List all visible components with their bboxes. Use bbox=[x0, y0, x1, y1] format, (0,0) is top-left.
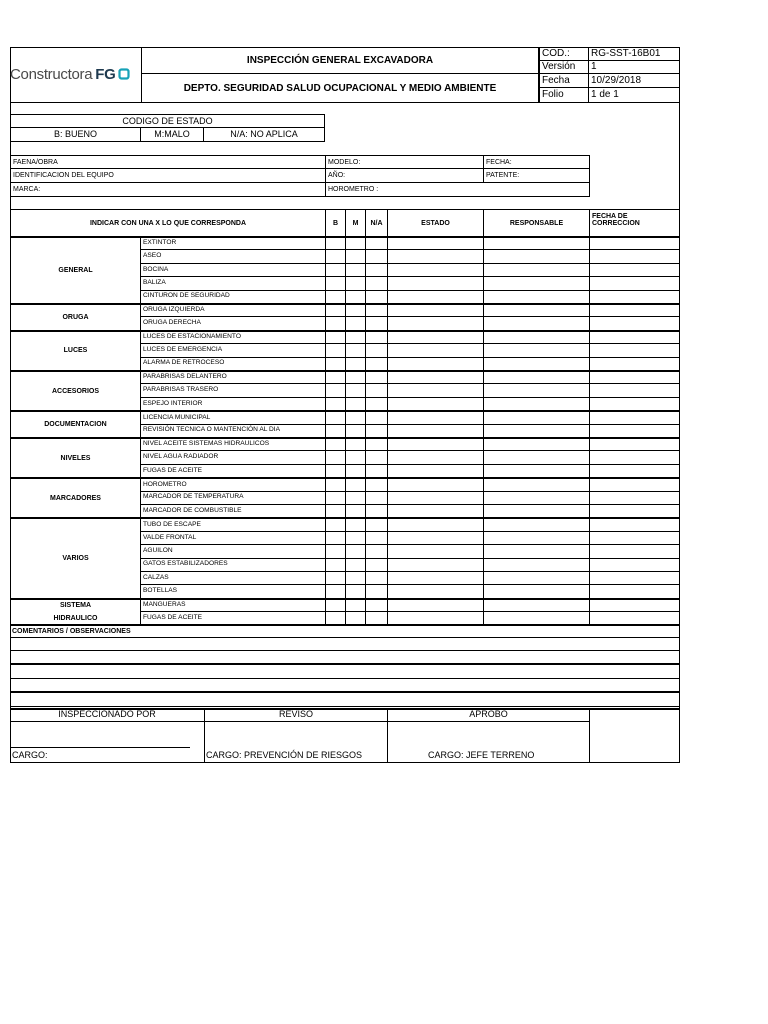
responsable-cell[interactable] bbox=[483, 584, 590, 598]
check-m[interactable] bbox=[345, 276, 366, 290]
check-b[interactable] bbox=[325, 544, 346, 558]
header-estado: ESTADO bbox=[387, 209, 484, 237]
estado-cell[interactable] bbox=[387, 424, 484, 438]
check-b[interactable] bbox=[325, 491, 346, 505]
checklist-item: ALARMA DE RETROCESO bbox=[140, 357, 326, 371]
check-b[interactable] bbox=[325, 598, 346, 612]
checklist-item: NIVEL AGUA RADIADOR bbox=[140, 450, 326, 464]
patente-field[interactable]: PATENTE: bbox=[483, 168, 590, 183]
form-title: INSPECCIÓN GENERAL EXCAVADORA bbox=[141, 47, 539, 74]
responsable-cell[interactable] bbox=[483, 410, 590, 424]
fecha-correccion-cell[interactable] bbox=[589, 504, 680, 518]
group-label bbox=[10, 598, 141, 626]
check-m[interactable] bbox=[345, 477, 366, 491]
estado-cell[interactable] bbox=[387, 343, 484, 357]
estado-cell[interactable] bbox=[387, 598, 484, 612]
responsable-cell[interactable] bbox=[483, 517, 590, 531]
check-b[interactable] bbox=[325, 249, 346, 263]
identificacion-field[interactable]: IDENTIFICACION DEL EQUIPO bbox=[10, 168, 326, 183]
estado-cell[interactable] bbox=[387, 303, 484, 317]
responsable-cell[interactable] bbox=[483, 450, 590, 464]
responsable-cell[interactable] bbox=[483, 544, 590, 558]
checklist-item: GATOS ESTABILIZADORES bbox=[140, 558, 326, 572]
comments-section bbox=[10, 624, 680, 709]
check-b[interactable] bbox=[325, 504, 346, 518]
estado-cell[interactable] bbox=[387, 531, 484, 545]
estado-cell[interactable] bbox=[387, 558, 484, 572]
cargo-inspector: CARGO: bbox=[12, 750, 48, 760]
checklist-item: MARCADOR DE TEMPERATURA bbox=[140, 491, 326, 505]
header-indicar: INDICAR CON UNA X LO QUE CORRESPONDA bbox=[10, 209, 326, 237]
check-na[interactable] bbox=[365, 383, 388, 397]
signature-line[interactable] bbox=[10, 747, 190, 748]
responsable-cell[interactable] bbox=[483, 424, 590, 438]
check-na[interactable] bbox=[365, 397, 388, 411]
meta-fecha-value: 10/29/2018 bbox=[588, 73, 680, 88]
fecha-correccion-cell[interactable] bbox=[589, 598, 680, 612]
checklist-item: REVISIÓN TECNICA O MANTENCIÓN AL DIA bbox=[140, 424, 326, 438]
estado-cell[interactable] bbox=[387, 263, 484, 277]
check-na[interactable] bbox=[365, 303, 388, 317]
header-m: M bbox=[345, 209, 366, 237]
aprobo-label: APROBO bbox=[387, 708, 590, 722]
check-b[interactable] bbox=[325, 330, 346, 344]
check-na[interactable] bbox=[365, 357, 388, 371]
responsable-cell[interactable] bbox=[483, 249, 590, 263]
check-m[interactable] bbox=[345, 558, 366, 572]
status-na: N/A: NO APLICA bbox=[203, 127, 325, 142]
fecha-correccion-cell[interactable] bbox=[589, 491, 680, 505]
check-na[interactable] bbox=[365, 236, 388, 250]
fecha-correccion-cell[interactable] bbox=[589, 249, 680, 263]
group-label: GENERAL bbox=[10, 236, 141, 304]
logo-brand: FG bbox=[95, 65, 116, 83]
comment-line[interactable] bbox=[10, 693, 680, 707]
group-label: VARIOS bbox=[10, 517, 141, 598]
checklist-item: FUGAS DE ACEITE bbox=[140, 611, 326, 625]
fecha-correccion-cell[interactable] bbox=[589, 383, 680, 397]
responsable-cell[interactable] bbox=[483, 397, 590, 411]
modelo-field[interactable]: MODELO: bbox=[325, 155, 484, 169]
check-na[interactable] bbox=[365, 558, 388, 572]
responsable-cell[interactable] bbox=[483, 236, 590, 250]
header-responsable: RESPONSABLE bbox=[483, 209, 590, 237]
checklist-item: VALDE FRONTAL bbox=[140, 531, 326, 545]
check-m[interactable] bbox=[345, 584, 366, 598]
comment-line[interactable] bbox=[10, 637, 680, 651]
check-na[interactable] bbox=[365, 343, 388, 357]
check-m[interactable] bbox=[345, 504, 366, 518]
checklist-item: PARABRISAS DELANTERO bbox=[140, 370, 326, 384]
cargo-reviso: CARGO: PREVENCIÓN DE RIESGOS bbox=[206, 750, 363, 760]
check-na[interactable] bbox=[365, 504, 388, 518]
checklist-item: BALIZA bbox=[140, 276, 326, 290]
checklist-item: FUGAS DE ACEITE bbox=[140, 464, 326, 478]
check-m[interactable] bbox=[345, 263, 366, 277]
logo-mark-icon bbox=[118, 68, 130, 80]
estado-cell[interactable] bbox=[387, 437, 484, 451]
fecha-correccion-cell[interactable] bbox=[589, 330, 680, 344]
check-m[interactable] bbox=[345, 330, 366, 344]
check-m[interactable] bbox=[345, 357, 366, 371]
responsable-cell[interactable] bbox=[483, 491, 590, 505]
check-m[interactable] bbox=[345, 397, 366, 411]
checklist-item: BOTELLAS bbox=[140, 584, 326, 598]
checklist-item: CINTURON DE SEGURIDAD bbox=[140, 290, 326, 304]
checklist-item: MARCADOR DE COMBUSTIBLE bbox=[140, 504, 326, 518]
status-code-title: CODIGO DE ESTADO bbox=[10, 114, 325, 128]
check-na[interactable] bbox=[365, 477, 388, 491]
check-na[interactable] bbox=[365, 531, 388, 545]
signature-section bbox=[10, 708, 680, 763]
estado-cell[interactable] bbox=[387, 316, 484, 330]
fecha-correccion-cell[interactable] bbox=[589, 544, 680, 558]
responsable-cell[interactable] bbox=[483, 437, 590, 451]
check-m[interactable] bbox=[345, 249, 366, 263]
responsable-cell[interactable] bbox=[483, 477, 590, 491]
check-m[interactable] bbox=[345, 464, 366, 478]
fecha-correccion-cell[interactable] bbox=[589, 450, 680, 464]
comment-line[interactable] bbox=[10, 665, 680, 679]
fecha-correccion-cell[interactable] bbox=[589, 558, 680, 572]
check-b[interactable] bbox=[325, 558, 346, 572]
check-b[interactable] bbox=[325, 437, 346, 451]
checklist-item: LUCES DE ESTACIONAMIENTO bbox=[140, 330, 326, 344]
meta-fecha-label: Fecha bbox=[539, 73, 589, 88]
checklist-item: ORUGA DERECHA bbox=[140, 316, 326, 330]
check-b[interactable] bbox=[325, 464, 346, 478]
group-label: ORUGA bbox=[10, 303, 141, 331]
group-label: LUCES bbox=[10, 330, 141, 371]
header-fecha-correccion-line2: CORRECCION bbox=[592, 220, 640, 227]
responsable-cell[interactable] bbox=[483, 598, 590, 612]
check-b[interactable] bbox=[325, 236, 346, 250]
estado-cell[interactable] bbox=[387, 383, 484, 397]
comment-line[interactable] bbox=[10, 679, 680, 693]
fecha-correccion-cell[interactable] bbox=[589, 303, 680, 317]
responsable-cell[interactable] bbox=[483, 263, 590, 277]
responsable-cell[interactable] bbox=[483, 343, 590, 357]
group-label: NIVELES bbox=[10, 437, 141, 478]
estado-cell[interactable] bbox=[387, 236, 484, 250]
comment-line[interactable] bbox=[10, 651, 680, 665]
group-label-line: HIDRAULICO bbox=[53, 615, 98, 623]
check-m[interactable] bbox=[345, 491, 366, 505]
status-bad: M:MALO bbox=[140, 127, 204, 142]
check-m[interactable] bbox=[345, 544, 366, 558]
responsable-cell[interactable] bbox=[483, 290, 590, 304]
fecha-correccion-cell[interactable] bbox=[589, 571, 680, 585]
header-na: N/A bbox=[365, 209, 388, 237]
responsable-cell[interactable] bbox=[483, 316, 590, 330]
checklist-item: ASEO bbox=[140, 249, 326, 263]
checklist-item: HOROMETRO bbox=[140, 477, 326, 491]
responsable-cell[interactable] bbox=[483, 531, 590, 545]
check-na[interactable] bbox=[365, 517, 388, 531]
marca-field[interactable]: MARCA: bbox=[10, 182, 326, 197]
check-na[interactable] bbox=[365, 544, 388, 558]
meta-version-label: Versión bbox=[539, 60, 589, 74]
group-label-line: SISTEMA bbox=[59, 602, 92, 610]
estado-cell[interactable] bbox=[387, 477, 484, 491]
check-b[interactable] bbox=[325, 290, 346, 304]
check-m[interactable] bbox=[345, 303, 366, 317]
check-m[interactable] bbox=[345, 598, 366, 612]
responsable-cell[interactable] bbox=[483, 464, 590, 478]
check-b[interactable] bbox=[325, 397, 346, 411]
group-label: DOCUMENTACION bbox=[10, 410, 141, 438]
fecha-correccion-cell[interactable] bbox=[589, 357, 680, 371]
check-b[interactable] bbox=[325, 477, 346, 491]
reviso-label: REVISO bbox=[204, 708, 388, 722]
responsable-cell[interactable] bbox=[483, 357, 590, 371]
fecha-correccion-cell[interactable] bbox=[589, 263, 680, 277]
checklist-item: BOCINA bbox=[140, 263, 326, 277]
check-na[interactable] bbox=[365, 330, 388, 344]
check-na[interactable] bbox=[365, 450, 388, 464]
fecha-correccion-cell[interactable] bbox=[589, 343, 680, 357]
meta-cod-label: COD.: bbox=[539, 47, 589, 61]
checklist-item: ORUGA IZQUIERDA bbox=[140, 303, 326, 317]
check-na[interactable] bbox=[365, 491, 388, 505]
check-na[interactable] bbox=[365, 584, 388, 598]
check-m[interactable] bbox=[345, 410, 366, 424]
checklist-item: AGUILON bbox=[140, 544, 326, 558]
check-na[interactable] bbox=[365, 290, 388, 304]
checklist-item: MANGUERAS bbox=[140, 598, 326, 612]
estado-cell[interactable] bbox=[387, 397, 484, 411]
responsable-cell[interactable] bbox=[483, 330, 590, 344]
cargo-aprobo: CARGO: JEFE TERRENO bbox=[428, 750, 535, 760]
check-m[interactable] bbox=[345, 370, 366, 384]
check-m[interactable] bbox=[345, 571, 366, 585]
responsable-cell[interactable] bbox=[483, 571, 590, 585]
fecha-correccion-cell[interactable] bbox=[589, 236, 680, 250]
fecha-correccion-cell[interactable] bbox=[589, 316, 680, 330]
check-m[interactable] bbox=[345, 437, 366, 451]
responsable-cell[interactable] bbox=[483, 370, 590, 384]
horometro-field[interactable]: HOROMETRO : bbox=[325, 182, 590, 197]
checklist-item: PARABRISAS TRASERO bbox=[140, 383, 326, 397]
estado-cell[interactable] bbox=[387, 544, 484, 558]
responsable-cell[interactable] bbox=[483, 276, 590, 290]
check-na[interactable] bbox=[365, 249, 388, 263]
estado-cell[interactable] bbox=[387, 370, 484, 384]
check-na[interactable] bbox=[365, 410, 388, 424]
meta-folio-value: 1 de 1 bbox=[588, 87, 680, 103]
checklist-item: ESPEJO INTERIOR bbox=[140, 397, 326, 411]
check-b[interactable] bbox=[325, 303, 346, 317]
header-fecha-correccion-line1: FECHA DE bbox=[592, 213, 628, 220]
document-meta bbox=[539, 47, 680, 103]
checklist-item: EXTINTOR bbox=[140, 236, 326, 250]
check-m[interactable] bbox=[345, 343, 366, 357]
check-na[interactable] bbox=[365, 437, 388, 451]
estado-cell[interactable] bbox=[387, 491, 484, 505]
check-b[interactable] bbox=[325, 370, 346, 384]
fecha-correccion-cell[interactable] bbox=[589, 397, 680, 411]
estado-cell[interactable] bbox=[387, 450, 484, 464]
check-m[interactable] bbox=[345, 531, 366, 545]
check-na[interactable] bbox=[365, 424, 388, 438]
estado-cell[interactable] bbox=[387, 571, 484, 585]
check-b[interactable] bbox=[325, 263, 346, 277]
check-b[interactable] bbox=[325, 571, 346, 585]
checklist-item: LUCES DE EMERGENCIA bbox=[140, 343, 326, 357]
estado-cell[interactable] bbox=[387, 517, 484, 531]
inspeccionado-label: INSPECCIONADO POR bbox=[10, 708, 205, 722]
faena-field[interactable]: FAENA/OBRA bbox=[10, 155, 326, 169]
meta-version-value: 1 bbox=[588, 60, 680, 74]
fecha-correccion-cell[interactable] bbox=[589, 370, 680, 384]
estado-cell[interactable] bbox=[387, 276, 484, 290]
responsable-cell[interactable] bbox=[483, 504, 590, 518]
check-m[interactable] bbox=[345, 316, 366, 330]
check-m[interactable] bbox=[345, 290, 366, 304]
check-b[interactable] bbox=[325, 357, 346, 371]
check-b[interactable] bbox=[325, 517, 346, 531]
check-na[interactable] bbox=[365, 370, 388, 384]
meta-folio-label: Folio bbox=[539, 87, 589, 103]
responsable-cell[interactable] bbox=[483, 558, 590, 572]
group-label: MARCADORES bbox=[10, 477, 141, 518]
check-na[interactable] bbox=[365, 464, 388, 478]
status-code-legend bbox=[10, 114, 325, 142]
check-m[interactable] bbox=[345, 383, 366, 397]
company-logo bbox=[10, 63, 142, 85]
check-m[interactable] bbox=[345, 424, 366, 438]
fecha-correccion-cell[interactable] bbox=[589, 477, 680, 491]
check-m[interactable] bbox=[345, 517, 366, 531]
check-m[interactable] bbox=[345, 236, 366, 250]
check-b[interactable] bbox=[325, 531, 346, 545]
check-na[interactable] bbox=[365, 316, 388, 330]
check-na[interactable] bbox=[365, 276, 388, 290]
fecha-correccion-cell[interactable] bbox=[589, 531, 680, 545]
estado-cell[interactable] bbox=[387, 357, 484, 371]
checklist-item: NIVEL ACEITE SISTEMAS HIDRAULICOS bbox=[140, 437, 326, 451]
fecha-correccion-cell[interactable] bbox=[589, 410, 680, 424]
responsable-cell[interactable] bbox=[483, 303, 590, 317]
anio-field[interactable]: AÑO: bbox=[325, 168, 484, 183]
fecha-field[interactable]: FECHA: bbox=[483, 155, 590, 169]
checklist-item: CALZAS bbox=[140, 571, 326, 585]
equipment-info bbox=[10, 155, 590, 197]
comments-label: COMENTARIOS / OBSERVACIONES bbox=[10, 624, 680, 638]
checklist-item: LICENCIA MUNICIPAL bbox=[140, 410, 326, 424]
check-m[interactable] bbox=[345, 450, 366, 464]
check-b[interactable] bbox=[325, 584, 346, 598]
responsable-cell[interactable] bbox=[483, 383, 590, 397]
estado-cell[interactable] bbox=[387, 249, 484, 263]
check-na[interactable] bbox=[365, 571, 388, 585]
meta-cod-value: RG-SST-16B01 bbox=[588, 47, 680, 61]
group-label: ACCESORIOS bbox=[10, 370, 141, 411]
estado-cell[interactable] bbox=[387, 290, 484, 304]
header-fecha-correccion bbox=[589, 209, 680, 237]
check-b[interactable] bbox=[325, 316, 346, 330]
check-b[interactable] bbox=[325, 450, 346, 464]
logo-text: Constructora bbox=[10, 65, 93, 83]
check-b[interactable] bbox=[325, 383, 346, 397]
check-b[interactable] bbox=[325, 410, 346, 424]
fecha-correccion-cell[interactable] bbox=[589, 437, 680, 451]
fecha-correccion-cell[interactable] bbox=[589, 464, 680, 478]
estado-cell[interactable] bbox=[387, 330, 484, 344]
check-na[interactable] bbox=[365, 598, 388, 612]
check-na[interactable] bbox=[365, 263, 388, 277]
header-b: B bbox=[325, 209, 346, 237]
checklist-item: TUBO DE ESCAPE bbox=[140, 517, 326, 531]
estado-cell[interactable] bbox=[387, 504, 484, 518]
estado-cell[interactable] bbox=[387, 584, 484, 598]
fecha-correccion-cell[interactable] bbox=[589, 517, 680, 531]
estado-cell[interactable] bbox=[387, 410, 484, 424]
fecha-correccion-cell[interactable] bbox=[589, 424, 680, 438]
fecha-correccion-cell[interactable] bbox=[589, 290, 680, 304]
check-b[interactable] bbox=[325, 276, 346, 290]
fecha-correccion-cell[interactable] bbox=[589, 276, 680, 290]
fecha-correccion-cell[interactable] bbox=[589, 584, 680, 598]
estado-cell[interactable] bbox=[387, 464, 484, 478]
check-b[interactable] bbox=[325, 343, 346, 357]
department-title: DEPTO. SEGURIDAD SALUD OCUPACIONAL Y MEDIO AMBIENTE bbox=[141, 73, 539, 103]
status-good: B: BUENO bbox=[10, 127, 141, 142]
check-b[interactable] bbox=[325, 424, 346, 438]
